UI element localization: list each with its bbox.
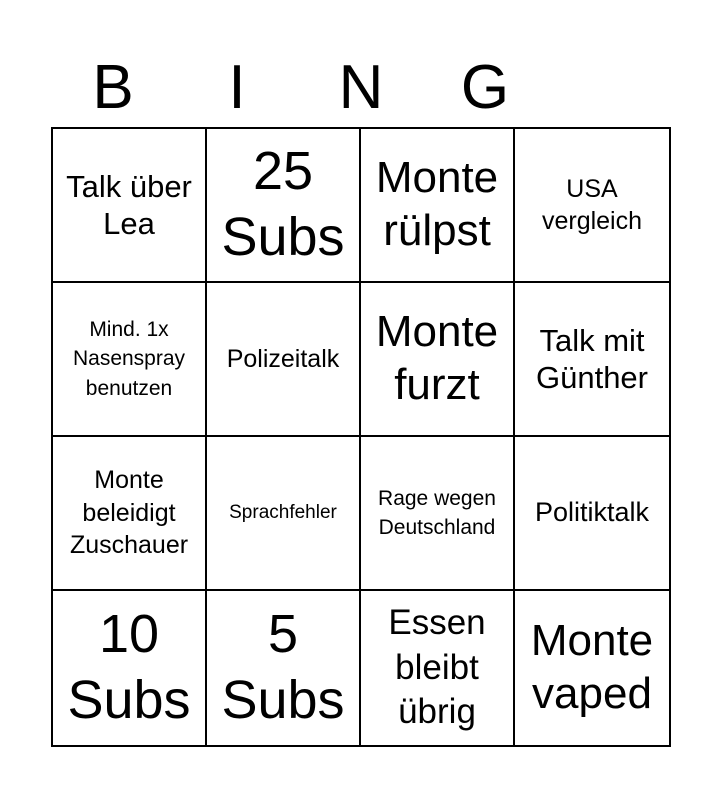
- bingo-cell[interactable]: [361, 129, 515, 283]
- bingo-cell[interactable]: [53, 591, 207, 745]
- cell-label: 25 Subs: [221, 141, 345, 267]
- bingo-cell[interactable]: [515, 591, 669, 745]
- bingo-cell[interactable]: [207, 283, 361, 437]
- bingo-header: [51, 48, 671, 128]
- cell-label: Polizeitalk: [226, 344, 340, 373]
- bingo-cell[interactable]: [515, 129, 669, 283]
- cell-label: Rage wegen Deutschland: [378, 486, 496, 539]
- cell-label: Sprachfehler: [229, 501, 337, 523]
- cell-label: Talk über Lea: [66, 168, 192, 241]
- cell-label: Mind. 1x Nasenspray benutzen: [72, 317, 186, 400]
- bingo-cell[interactable]: [53, 283, 207, 437]
- header-letter-i: I: [228, 53, 246, 122]
- bingo-cell[interactable]: [515, 437, 669, 591]
- bingo-cell[interactable]: [207, 129, 361, 283]
- bingo-cell[interactable]: [515, 283, 669, 437]
- cell-label: USA vergleich: [541, 174, 643, 235]
- bingo-cell[interactable]: [207, 437, 361, 591]
- cell-label: Monte furzt: [375, 307, 499, 409]
- cell-label: Monte beleidigt Zuschauer: [69, 466, 189, 560]
- bingo-cell[interactable]: [53, 437, 207, 591]
- cell-label: Politiktalk: [534, 497, 650, 528]
- bingo-cell[interactable]: [361, 283, 515, 437]
- bingo-board: [51, 127, 671, 747]
- cell-label: 10 Subs: [67, 604, 191, 730]
- cell-label: Talk mit Günther: [535, 322, 648, 395]
- cell-label: Essen bleibt übrig: [388, 602, 486, 732]
- header-letter-b: B: [92, 53, 134, 122]
- cell-label: Monte vaped: [530, 616, 654, 718]
- bingo-cell[interactable]: [53, 129, 207, 283]
- header-letter-g: G: [460, 53, 510, 122]
- cell-label: 5 Subs: [221, 604, 345, 730]
- bingo-cell[interactable]: [361, 591, 515, 745]
- header-letter-n: N: [338, 53, 384, 122]
- bingo-cell[interactable]: [361, 437, 515, 591]
- cell-label: Monte rülpst: [375, 153, 499, 255]
- bingo-cell[interactable]: [207, 591, 361, 745]
